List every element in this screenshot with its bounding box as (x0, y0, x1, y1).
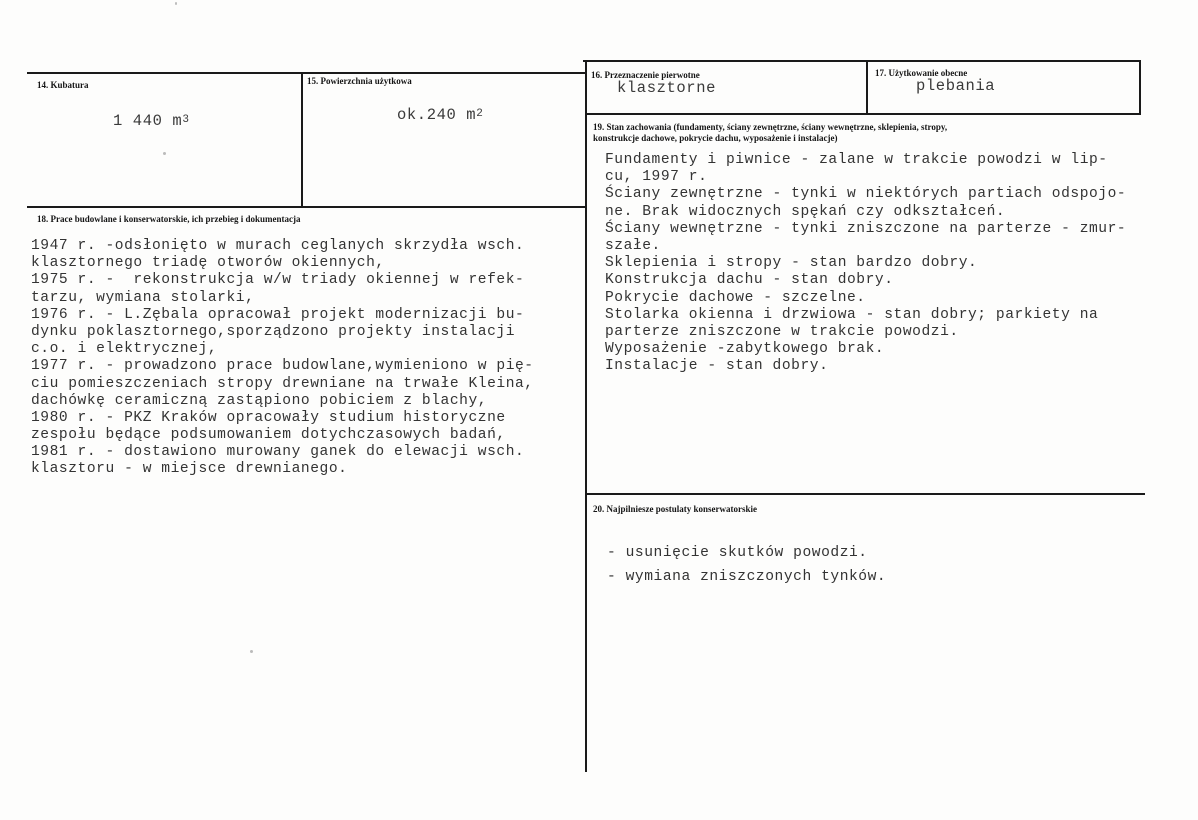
prace-line: tarzu, wymiana stolarki, (31, 289, 255, 306)
scan-speck (175, 2, 177, 5)
prace-line: zespołu będące podsumowaniem dotychczasowych badań, (31, 427, 506, 444)
stan-line: Instalacje - stan dobry. (605, 358, 829, 375)
stan-header-line1: 19. Stan zachowania (fundamenty, ściany zewnętrzne, ściany wewnętrzne, sklepienia, stropy, (593, 122, 948, 132)
prace-line: klasztoru - w miejsce drewnianego. (31, 461, 348, 478)
stan-line: Sklepienia i stropy - stan bardzo dobry. (605, 255, 978, 272)
stan-line: parterze zniszczone w trakcie powodzi. (605, 323, 959, 340)
prace-line: c.o. i elektrycznej, (31, 341, 218, 358)
stan-line: Ściany zewnętrzne - tynki w niektórych partiach odspojo- (605, 186, 1127, 203)
prace-line: 1947 r. -odsłonięto w murach ceglanych skrzydła wsch. (31, 238, 525, 254)
prace-header: 18. Prace budowlane i konserwatorskie, ich przebieg i dokumentacja (37, 214, 301, 224)
prace-line: klasztornego triadę otworów okiennych, (31, 255, 385, 272)
kubatura-header: 14. Kubatura (37, 80, 89, 90)
stan-line: Wyposażenie -zabytkowego brak. (605, 341, 885, 358)
przeznaczenie-header: 16. Przeznaczenie pierwotne (591, 70, 700, 80)
prace-line: dachówkę ceramiczną zastąpiono pobiciem z blachy, (31, 392, 488, 409)
top-rule-left (27, 72, 585, 74)
kubatura-value: 1 440 $m^3$ (113, 112, 190, 130)
stan-header-line2: konstrukcje dachowe, pokrycie dachu, wyposażenie i instalacje) (593, 133, 838, 143)
prace-line: 1977 r. - prowadzono prace budowlane,wymieniono w pię- (31, 358, 534, 375)
rule-below-16-17 (585, 113, 1141, 115)
powierzchnia-header: 15. Powierzchnia użytkowa (307, 76, 412, 86)
stan-line: Pokrycie dachowe - szczelne. (605, 289, 866, 306)
rule-below-14-15 (27, 206, 585, 208)
divider-16-17 (866, 61, 868, 114)
stan-line: Stolarka okienna i drzwiowa - stan dobry; parkiety na (605, 306, 1099, 323)
powierzchnia-value: ok.240 $m^2$ (397, 106, 484, 124)
prace-text (31, 238, 534, 479)
scan-speck (250, 650, 253, 653)
stan-line: ne. Brak widocznych spękań czy odkształceń. (605, 203, 1006, 220)
postulaty-header: 20. Najpilniesze postulaty konserwatorskie (593, 504, 757, 514)
top-rule-right (583, 60, 1141, 62)
postulaty-text (607, 541, 886, 589)
stan-line: szałe. (605, 237, 661, 254)
center-divider (585, 62, 587, 772)
kubatura-unit-exponent: 3 (182, 114, 190, 126)
stan-line: Ściany wewnętrzne - tynki zniszczone na parterze - zmur- (605, 220, 1127, 237)
stan-line: cu, 1997 r. (605, 169, 708, 186)
right-edge (1139, 60, 1141, 115)
postulaty-line: - wymiana zniszczonych tynków. (607, 569, 887, 585)
przeznaczenie-value: klasztorne (617, 79, 717, 97)
divider-14-15 (301, 72, 303, 207)
prace-line: 1980 r. - PKZ Kraków opracowały studium historyczne (31, 409, 506, 426)
prace-line: ciu pomieszczeniach stropy drewniane na trwałe Kleina, (31, 375, 534, 392)
powierzchnia-unit-exponent: 2 (476, 108, 484, 120)
stan-text (605, 152, 1126, 375)
scan-speck (163, 152, 166, 155)
stan-line: Fundamenty i piwnice - zalane w trakcie powodzi w lip- (605, 152, 1108, 168)
uzytkowanie-value: plebania (916, 77, 996, 95)
rule-above-20 (585, 493, 1145, 495)
postulaty-line: - usunięcie skutków powodzi. (607, 545, 868, 561)
prace-line: 1975 r. - rekonstrukcja w/w triady okiennej w refek- (31, 272, 525, 289)
prace-line: 1981 r. - dostawiono murowany ganek do elewacji wsch. (31, 444, 525, 461)
uzytkowanie-header: 17. Użytkowanie obecne (875, 68, 968, 78)
prace-line: 1976 r. - L.Zębala opracował projekt modernizacji bu- (31, 306, 525, 323)
prace-line: dynku poklasztornego,sporządzono projekty instalacji (31, 323, 515, 340)
stan-line: Konstrukcja dachu - stan dobry. (605, 272, 894, 289)
